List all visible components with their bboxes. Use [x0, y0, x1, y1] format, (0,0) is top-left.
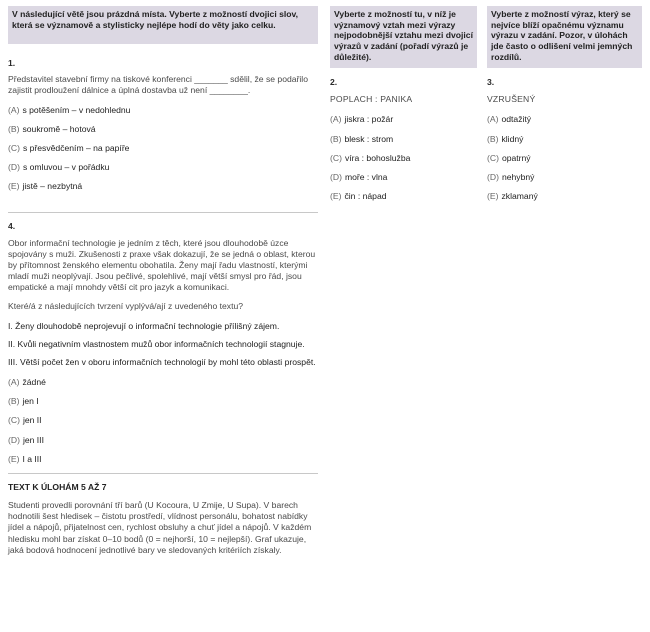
q4-option-c[interactable]: (C) jen II	[8, 415, 42, 426]
q2-prompt: POPLACH : PANIKA	[330, 94, 413, 105]
q1-option-e[interactable]: (E) jistě – nezbytná	[8, 181, 83, 192]
q3-instruction: Vyberte z možností výraz, který se nejvíce blíží opačnému významu výrazu v zadání. Pozor, v úlohách jde často o odlišení velmi jemných rozdílů.	[487, 6, 642, 68]
q3-option-e[interactable]: (E) zklamaný	[487, 191, 538, 202]
text57-text: Studenti provedli porovnání tří barů (U Kocoura, U Zmije, U Supa). V barech hodnotili šest hledisek – čistotu prostředí, vlídnost personálu, bohatost nabídky jídel a nápojů, přijatelnost cen, rychlost obsluhy a chuť jídel a nápojů. V každém hledisku mohl bar získat 0–10 bodů (0 = nejhorší, 10 = nejlepší). Graf ukazuje, jaká bodová hodnocení jednotlivé bary ve sledovaných kritériích získaly.	[8, 500, 312, 555]
text57-heading: TEXT K ÚLOHÁM 5 AŽ 7	[8, 481, 107, 492]
middle-column	[330, 6, 477, 210]
q1-option-a[interactable]: (A) s potěšením – v nedohlednu	[8, 104, 131, 115]
q1-option-b[interactable]: (B) soukromě – hotová	[8, 123, 96, 134]
q3-option-c[interactable]: (C) opatrný	[487, 152, 531, 163]
q2-option-e[interactable]: (E) čin : nápad	[330, 191, 387, 202]
q4-option-e[interactable]: (E) I a III	[8, 453, 42, 464]
q1-text: Představitel stavební firmy na tiskové konferenci _______ sdělil, že se podařilo zajistit prodloužení dálnice a úplná dostavba už není ________.	[8, 74, 308, 96]
q4-options	[8, 377, 318, 465]
q3-option-b[interactable]: (B) klidný	[487, 133, 524, 144]
q4-question: Které/á z následujících tvrzení vyplývá/ají z uvedeného textu?	[8, 301, 244, 312]
q2-options	[330, 114, 477, 202]
q2-instruction: Vyberte z možností tu, v níž je významový vztah mezi výrazy nejpodobnější vztahu mezi dvojicí výrazů v zadání (pořadí výrazů je důležité).	[330, 6, 477, 68]
q2-option-b[interactable]: (B) blesk : strom	[330, 133, 394, 144]
q4-statement-2: II. Kvůli negativním vlastnostem mužů obor informačních technologií stagnuje.	[8, 338, 305, 349]
q3-options	[487, 114, 642, 202]
q4-statement-3: III. Větší počet žen v oboru informačních technologií by mohl této oblasti prospět.	[8, 356, 316, 367]
q4-text: Obor informační technologie je jedním z těch, které jsou dlouhodobě úzce spojovány s muži. Zkušenosti z praxe však dokazují, že se jedná o oblast, kterou by přítomnost ženského elementu obohatila. Ženy mají řadu vlastností, kterými mladí muži neoplývají. Jsou pečlivé, spolehlivé, mají větší smysl pro řád, jsou empatické a mají mnohdy větší cit pro jazyk a komunikaci.	[8, 237, 316, 293]
q2-option-a[interactable]: (A) jiskra : požár	[330, 114, 394, 125]
q4-option-d[interactable]: (D) jen III	[8, 434, 44, 445]
q4-statement-1: I. Ženy dlouhodobě neprojevují o informační technologie přílišný zájem.	[8, 320, 280, 331]
divider	[8, 473, 318, 474]
right-column	[487, 6, 642, 210]
q1-instruction: V následující větě jsou prázdná místa. Vyberte z možností dvojici slov, která se významově a stylisticky nejlépe hodí do věty jako celku.	[8, 6, 318, 44]
q2-number: 2.	[330, 77, 338, 87]
q3-option-a[interactable]: (A) odtažitý	[487, 114, 532, 125]
q1-option-d[interactable]: (D) s omluvou – v pořádku	[8, 162, 110, 173]
q3-number: 3.	[487, 77, 495, 87]
q3-prompt: VZRUŠENÝ	[487, 94, 536, 105]
q4-number: 4.	[8, 221, 16, 232]
q2-option-d[interactable]: (D) moře : vlna	[330, 171, 388, 182]
q1-number: 1.	[8, 58, 16, 68]
q4-option-a[interactable]: (A) žádné	[8, 377, 46, 388]
q3-option-d[interactable]: (D) nehybný	[487, 171, 535, 182]
q1-option-c[interactable]: (C) s přesvědčením – na papíře	[8, 142, 130, 153]
left-column	[8, 6, 318, 562]
divider	[8, 212, 318, 213]
q4-option-b[interactable]: (B) jen I	[8, 396, 39, 407]
q2-option-c[interactable]: (C) víra : bohoslužba	[330, 152, 411, 163]
q1-options	[8, 105, 318, 193]
